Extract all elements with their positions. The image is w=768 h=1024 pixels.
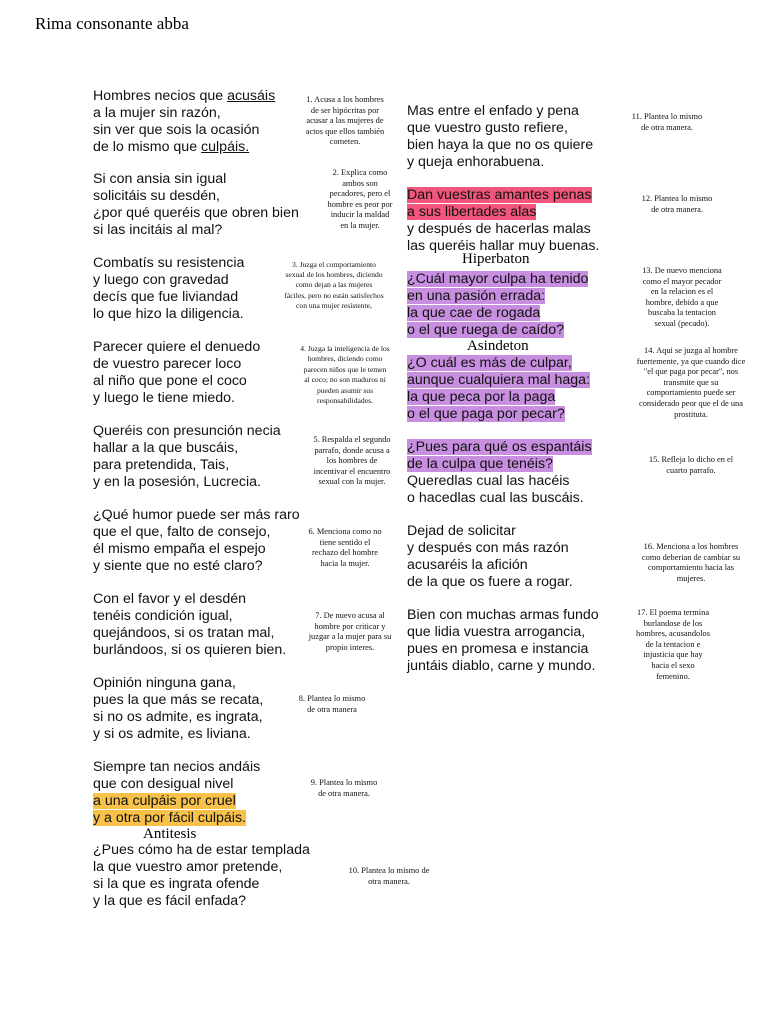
- note-13: [622, 266, 742, 330]
- figure-label-hiperbaton: Hiperbaton: [462, 251, 530, 267]
- note-line: hacia la mujer.: [320, 558, 370, 568]
- figure-label-asindeton: Asindeton: [467, 338, 529, 354]
- note-line: hombres, acusandolos: [636, 629, 710, 639]
- stanza-line: que el que, falto de consejo,: [93, 524, 271, 540]
- stanza-line: Combatís su resistencia: [93, 255, 245, 271]
- stanza-line: quejándoos, si os tratan mal,: [93, 625, 275, 641]
- highlight-hiperbaton: o el que ruega de caído?: [407, 322, 564, 338]
- note-7: [294, 611, 406, 653]
- note-5: [296, 435, 408, 488]
- note-2: [310, 168, 410, 232]
- note-line: 11. Plantea lo mismo: [631, 112, 703, 121]
- highlight-red: a sus libertades alas: [407, 204, 537, 220]
- note-line: al coco; no son maduros ni: [304, 375, 386, 385]
- note-line: parecen niños que le temen: [303, 364, 387, 374]
- note-line: 6. Menciona como no: [308, 527, 382, 536]
- stanza-line: al niño que pone el coco: [93, 373, 247, 389]
- note-10: [333, 866, 445, 887]
- stanza-line: pues en promesa e instancia: [407, 641, 589, 657]
- stanza-line: Queréis con presunción necia: [93, 423, 281, 439]
- stanza-2: [93, 171, 299, 239]
- stanza-line: [407, 439, 592, 456]
- note-line: parrafo, donde acusa a: [314, 445, 390, 455]
- note-line: otra manera.: [368, 876, 410, 886]
- note-line: prostituta.: [674, 409, 708, 419]
- stanza-line: [93, 793, 260, 810]
- stanza-line: Bien con muchas armas fundo: [407, 607, 599, 623]
- note-line: 10. Plantea lo mismo de: [348, 866, 430, 875]
- stanza-line: a la mujer sin razón,: [93, 105, 221, 121]
- stanza-line: si las incitáis al mal?: [93, 222, 223, 238]
- stanza-line: Si con ansia sin igual: [93, 171, 227, 187]
- stanza-line: [407, 406, 590, 423]
- note-line: transmite que su: [663, 377, 719, 387]
- stanza-line: y queja enhorabuena.: [407, 154, 545, 170]
- stanza-line: [93, 810, 260, 827]
- stanza-line: ¿Pues cómo ha de estar templada: [93, 842, 310, 858]
- note-line: sexual (pecado).: [654, 318, 710, 328]
- stanza-15: [407, 439, 592, 507]
- note-line: cuarto parrafo.: [666, 465, 716, 475]
- stanza-line: de la que os fuere a rogar.: [407, 574, 573, 590]
- highlight-asindeton: ¿O cuál es más de culpar,: [407, 355, 572, 371]
- note-line: acusar a las mujeres de: [306, 116, 384, 126]
- stanza-line: y después de hacerlas malas: [407, 221, 591, 237]
- stanza-line: si la que es ingrata ofende: [93, 876, 260, 892]
- line-part: de lo mismo que: [93, 139, 202, 155]
- note-12: [622, 194, 732, 215]
- highlight-antitesis: a una culpáis por cruel: [93, 793, 236, 809]
- stanza-1: [93, 88, 275, 156]
- note-line: 14. Aqui se juzga al hombre: [644, 346, 738, 355]
- note-line: juzgar a la mujer para su: [308, 632, 392, 642]
- note-line: pecadores, pero el: [329, 189, 391, 199]
- stanza-line: [407, 389, 590, 406]
- stanza-line: [407, 288, 588, 305]
- stanza-line: Mas entre el enfado y pena: [407, 103, 579, 119]
- stanza-line: Queredlas cual las hacéis: [407, 473, 570, 489]
- highlight-asindeton: o el que paga por pecar?: [407, 406, 565, 422]
- note-16: [616, 542, 766, 584]
- stanza-line: [407, 204, 599, 221]
- note-6: [292, 527, 398, 569]
- note-line: 2. Explica como: [332, 168, 388, 177]
- stanza-line: y la que es fácil enfada?: [93, 893, 247, 909]
- stanza-line: y en la posesión, Lucrecia.: [93, 474, 261, 490]
- note-line: 4. Juzga la inteligencia de los: [300, 344, 390, 353]
- stanza-line: ¿por qué queréis que obren bien: [93, 205, 299, 221]
- highlight-purple: de la culpa que tenéis?: [407, 456, 553, 472]
- note-line: comportamiento hacia las: [647, 563, 735, 573]
- stanza-6: [93, 507, 300, 575]
- stanza-line: para pretendida, Tais,: [93, 457, 230, 473]
- highlight-purple: ¿Pues para qué os espantáis: [407, 439, 592, 455]
- stanza-line: y si os admite, es liviana.: [93, 726, 251, 742]
- note-line: burlandose de los: [643, 618, 703, 628]
- note-line: 12. Plantea lo mismo: [641, 194, 713, 203]
- note-line: de otra manera.: [318, 788, 370, 798]
- stanza-line: que con desigual nivel: [93, 776, 234, 792]
- note-1: [290, 95, 400, 148]
- page-title: Rima consonante abba: [35, 14, 189, 33]
- note-line: sexual con la mujer.: [318, 477, 386, 487]
- note-line: 5. Respalda el segundo: [313, 435, 391, 444]
- stanza-line: [407, 456, 592, 473]
- note-line: de la tentacion e: [645, 639, 701, 649]
- note-line: 17. El poema termina: [636, 608, 710, 617]
- note-line: inducir la maldad: [330, 210, 390, 220]
- note-line: 3. Juzga el comportamiento: [292, 260, 376, 269]
- note-line: hombre es peor por: [327, 199, 393, 209]
- note-line: como el mayor pecador: [642, 276, 722, 286]
- stanza-line: que lidia vuestra arrogancia,: [407, 624, 586, 640]
- stanza-line: pues la que más se recata,: [93, 692, 264, 708]
- note-line: fuertemente, ya que cuando dice: [636, 356, 746, 366]
- stanza-line: burlándoos, si os quieren bien.: [93, 642, 287, 658]
- note-line: con una mujer resistente,: [296, 300, 372, 310]
- note-line: mujeres.: [676, 573, 706, 583]
- stanza-7: [93, 591, 286, 659]
- stanza-line: Opinión ninguna gana,: [93, 675, 236, 691]
- stanza-line: que vuestro gusto refiere,: [407, 120, 568, 136]
- note-line: 13. De nuevo menciona: [642, 266, 722, 275]
- note-line: pueden asumir sus: [316, 385, 374, 395]
- stanza-line: sin ver que sois la ocasión: [93, 122, 260, 138]
- stanza-line: hallar a la que buscáis,: [93, 440, 239, 456]
- note-line: femenino.: [656, 671, 690, 681]
- figure-label-antitesis: Antitesis: [143, 826, 197, 842]
- stanza-line: y luego con gravedad: [93, 272, 229, 288]
- note-17: [615, 608, 731, 682]
- stanza-line: [93, 88, 275, 105]
- note-line: 7. De nuevo acusa al: [315, 611, 385, 620]
- stanza-line: [407, 372, 590, 389]
- line-part: Hombres necios que: [93, 88, 228, 104]
- note-line: fáciles, pero no están satisfechos: [284, 290, 384, 300]
- note-line: de otra manera: [307, 704, 357, 714]
- stanza-line: o hacedlas cual las buscáis.: [407, 490, 584, 506]
- note-line: como dejan a las mujeres: [295, 280, 373, 290]
- note-line: responsabilidades.: [317, 396, 373, 406]
- note-line: de ser hipócritas por: [310, 105, 380, 115]
- note-line: de otra manera.: [651, 204, 703, 214]
- note-15: [632, 455, 750, 476]
- stanza-line: él mismo empaña el espejo: [93, 541, 266, 557]
- stanza-line: de vuestro parecer loco: [93, 356, 242, 372]
- stanza-line: Parecer quiere el denuedo: [93, 339, 261, 355]
- stanza-5: [93, 423, 281, 491]
- highlight-asindeton: la que peca por la paga: [407, 389, 556, 405]
- note-line: en la mujer.: [340, 220, 380, 230]
- stanza-line: [407, 271, 588, 288]
- note-line: "el que paga por pecar", nos: [643, 367, 739, 377]
- stanza-line: ¿Qué humor puede ser más raro: [93, 507, 300, 523]
- stanza-4: [93, 339, 260, 407]
- highlight-asindeton: aunque cualquiera mal haga:: [407, 372, 590, 388]
- note-line: de otra manera.: [641, 122, 693, 132]
- stanza-13: [407, 271, 588, 339]
- stanza-line: [93, 139, 275, 156]
- note-line: hacia el sexo: [651, 660, 695, 670]
- note-line: ambos son: [342, 178, 378, 188]
- stanza-line: [407, 355, 590, 372]
- note-line: hombre por criticar y: [314, 621, 386, 631]
- stanza-line: tenéis condición igual,: [93, 608, 233, 624]
- note-line: 1. Acusa a los hombres: [306, 95, 384, 104]
- note-3: [264, 260, 404, 311]
- underlined-word: culpáis.: [201, 139, 250, 155]
- stanza-9: [93, 759, 260, 827]
- note-line: hombre, debido a que: [645, 297, 719, 307]
- note-line: en la relacion es el: [650, 287, 714, 297]
- stanza-line: y después con más razón: [407, 540, 569, 556]
- stanza-line: [407, 305, 588, 322]
- note-line: hombres, diciendo como: [307, 354, 383, 364]
- stanza-line: lo que hizo la diligencia.: [93, 306, 244, 322]
- stanza-line: decís que fue liviandad: [93, 289, 239, 305]
- highlight-hiperbaton: ¿Cuál mayor culpa ha tenido: [407, 271, 589, 287]
- note-4: [283, 344, 407, 406]
- note-line: injusticia que hay: [643, 650, 703, 660]
- highlight-antitesis: y a otra por fácil culpáis.: [93, 810, 246, 826]
- stanza-line: juntáis diablo, carne y mundo.: [407, 658, 596, 674]
- note-line: como deberian de cambiar su: [641, 552, 741, 562]
- highlight-hiperbaton: en una pasión errada:: [407, 288, 546, 304]
- stanza-11: [407, 103, 593, 171]
- stanza-line: las queréis hallar muy buenas.: [407, 238, 600, 254]
- stanza-line: si no os admite, es ingrata,: [93, 709, 263, 725]
- note-line: actos que ellos también: [305, 126, 385, 136]
- note-line: considerado peor que el de una: [639, 398, 743, 408]
- note-line: 15. Refleja lo dicho en el: [648, 455, 734, 464]
- stanza-line: y luego le tiene miedo.: [93, 390, 235, 406]
- stanza-line: Dejad de solicitar: [407, 523, 516, 539]
- highlight-red: Dan vuestras amantes penas: [407, 187, 592, 203]
- note-line: rechazo del hombre: [311, 548, 379, 558]
- stanza-8: [93, 675, 263, 743]
- note-line: comportamiento puede ser: [646, 388, 736, 398]
- stanza-17: [407, 607, 599, 675]
- note-line: 16. Menciona a los hombres: [643, 542, 739, 551]
- note-line: los hombres de: [326, 456, 378, 466]
- stanza-16: [407, 523, 573, 591]
- note-line: 9. Plantea lo mismo: [310, 778, 378, 787]
- note-line: tiene sentido el: [319, 537, 371, 547]
- stanza-line: Con el favor y el desdén: [93, 591, 247, 607]
- underlined-word: acusáis: [227, 88, 276, 104]
- stanza-10: [93, 842, 310, 910]
- note-line: propio interes.: [325, 642, 375, 652]
- stanza-line: la que vuestro amor pretende,: [93, 859, 283, 875]
- note-line: cometen.: [329, 137, 361, 147]
- stanza-line: y siente que no esté claro?: [93, 558, 263, 574]
- note-9: [294, 778, 394, 799]
- note-14: [616, 346, 766, 420]
- stanza-14: [407, 355, 590, 423]
- note-line: incentivar el encuentro: [313, 466, 391, 476]
- stanza-3: [93, 255, 244, 323]
- note-line: sexual de los hombres, diciendo: [285, 270, 383, 280]
- highlight-hiperbaton: la que cae de rogada: [407, 305, 541, 321]
- stanza-line: Siempre tan necios andáis: [93, 759, 261, 775]
- note-line: 8. Plantea lo mismo: [298, 694, 366, 703]
- stanza-line: acusaréis la afición: [407, 557, 528, 573]
- stanza-12: [407, 187, 599, 255]
- stanza-line: bien haya la que no os quiere: [407, 137, 594, 153]
- note-8: [282, 694, 382, 715]
- stanza-line: [407, 322, 588, 339]
- note-line: buscaba la tentacion: [648, 308, 716, 318]
- stanza-line: [407, 187, 599, 204]
- stanza-line: solicitáis su desdén,: [93, 188, 220, 204]
- note-11: [612, 112, 722, 133]
